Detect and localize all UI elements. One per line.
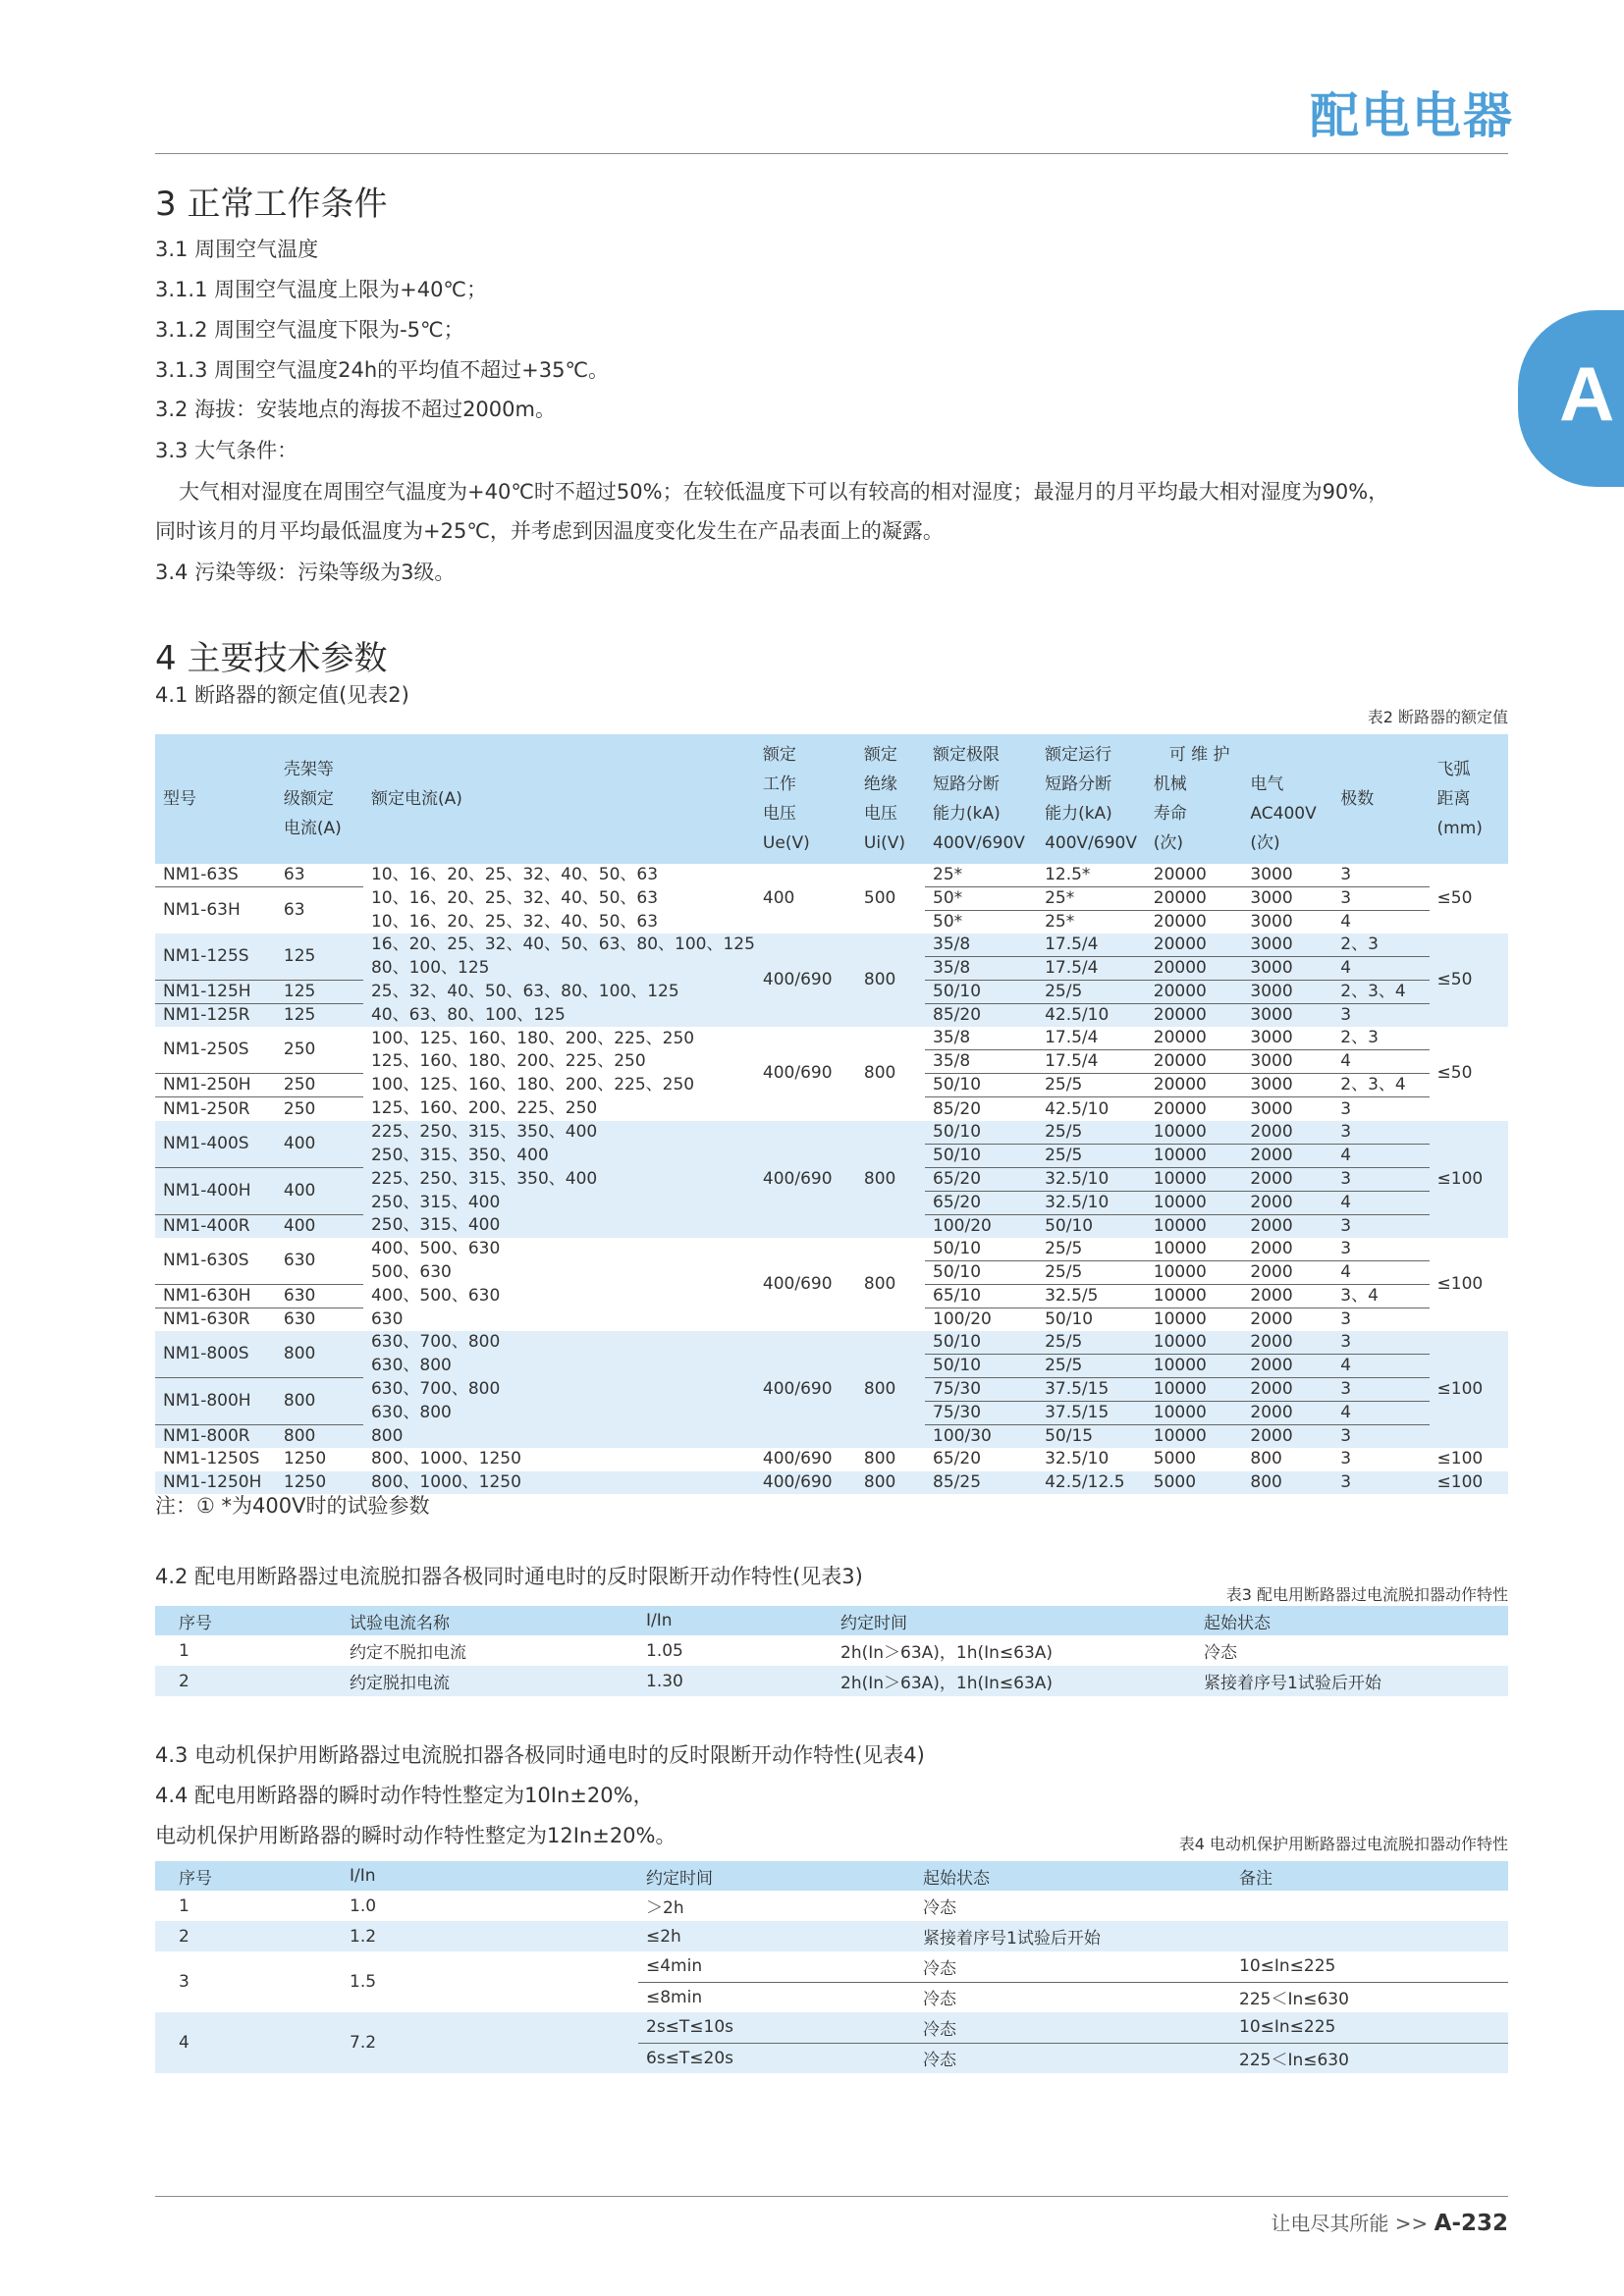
elec-cell: 3000: [1242, 981, 1332, 1004]
model-cell: NM1-250R: [163, 1098, 250, 1119]
ics-cell: 25/5: [1037, 1260, 1146, 1284]
current-cell: 250、315、400: [370, 1192, 501, 1212]
icu-cell: 35/8: [925, 957, 1037, 981]
p-cell: 4: [1332, 1355, 1429, 1378]
icu-cell: 75/30: [925, 1378, 1037, 1402]
ics-cell: 17.5/4: [1037, 934, 1146, 957]
col-frame: 壳架等 级额定 电流(A): [283, 760, 342, 838]
s3-line: 3.1.2 周围空气温度下限为-5℃；: [155, 318, 464, 342]
col-elec-life: 电气 AC400V (次): [1250, 774, 1317, 853]
trip-table-motor: [155, 1861, 1508, 2073]
arc-cell: ≤100: [1436, 1273, 1484, 1294]
mech-cell: 10000: [1146, 1144, 1243, 1167]
mech-cell: 10000: [1146, 1284, 1243, 1308]
elec-cell: 2000: [1242, 1378, 1332, 1402]
model-cell: NM1-1250H: [163, 1472, 262, 1493]
mech-cell: 20000: [1146, 981, 1243, 1004]
arc-cell: ≤100: [1436, 1379, 1484, 1400]
frame-cell: 630: [276, 1238, 363, 1285]
current-cell: 250、315、400: [370, 1215, 501, 1236]
table3-caption: 表3 配电用断路器过电流脱扣器动作特性: [1225, 1585, 1508, 1604]
section-tab-letter: A: [1559, 350, 1615, 437]
ics-cell: 25/5: [1037, 1355, 1146, 1378]
p-cell: 3: [1332, 1121, 1429, 1145]
col-mech-life: 可 维 护 机械 寿命 (次): [1153, 745, 1230, 853]
p-cell: 3、4: [1332, 1284, 1429, 1308]
model-cell: NM1-400H: [155, 1167, 276, 1214]
table4-caption: 表4 电动机保护用断路器过电流脱扣器动作特性: [1178, 1835, 1508, 1853]
ui-cell: 800: [863, 1379, 896, 1400]
arc-cell: ≤50: [1436, 888, 1473, 909]
ics-cell: 25*: [1045, 912, 1075, 933]
current-cell: 800、1000、1250: [370, 1472, 521, 1493]
table-row: 1 约定不脱扣电流 1.05 2h(In＞63A)，1h(In≤63A) 冷态: [179, 1640, 1237, 1663]
current-cell: 250、315、350、400: [370, 1145, 549, 1165]
p-cell: 2、3: [1332, 1027, 1429, 1050]
p-cell: 4: [1332, 1260, 1429, 1284]
frame-cell: 630: [283, 1308, 316, 1329]
mech-cell: 10000: [1153, 1215, 1207, 1236]
ui-cell: 500: [863, 888, 896, 909]
current-cell: 125、160、200、225、250: [370, 1098, 598, 1119]
icu-cell: 50/10: [925, 1144, 1037, 1167]
model-cell: NM1-250S: [155, 1027, 276, 1074]
p-cell: 2、3、4: [1332, 1074, 1429, 1097]
model-cell: NM1-125S: [155, 934, 276, 981]
current-cell: 630、700、800: [370, 1379, 501, 1400]
model-cell: NM1-630H: [155, 1284, 276, 1308]
mech-cell: 10000: [1146, 1191, 1243, 1214]
ics-cell: 25/5: [1037, 981, 1146, 1004]
model-cell: NM1-250H: [155, 1074, 276, 1097]
current-cell: 80、100、125: [370, 958, 490, 979]
ics-cell: 32.5/10: [1045, 1449, 1110, 1469]
t3-col-name: 试验电流名称: [350, 1613, 450, 1633]
p-cell: 3: [1340, 1449, 1352, 1469]
s43-heading: 4.3 电动机保护用断路器过电流脱扣器各极同时通电时的反时限断开动作特性(见表4): [155, 1743, 925, 1767]
trip-table-distribution: [155, 1606, 1508, 1696]
mech-cell: 5000: [1153, 1449, 1197, 1469]
icu-cell: 25*: [925, 864, 1037, 887]
ics-cell: 32.5/10: [1037, 1167, 1146, 1191]
current-cell: 10、16、20、25、32、40、50、63: [370, 888, 659, 909]
arc-cell: ≤50: [1436, 970, 1473, 990]
elec-cell: 3000: [1242, 887, 1332, 911]
s3-line: 3.2 海拔：安装地点的海拔不超过2000m。: [155, 398, 556, 421]
arc-cell: ≤100: [1436, 1449, 1484, 1469]
ics-cell: 25/5: [1037, 1331, 1146, 1355]
section4-title: 4 主要技术参数: [155, 639, 388, 678]
elec-cell: 3000: [1242, 864, 1332, 887]
current-cell: 400、500、630: [370, 1239, 501, 1259]
ics-cell: 37.5/15: [1037, 1378, 1146, 1402]
p-cell: 2、3: [1332, 934, 1429, 957]
table-row: [155, 864, 1508, 887]
current-cell: 100、125、160、180、200、225、250: [370, 1075, 695, 1095]
elec-cell: 2000: [1242, 1238, 1332, 1261]
model-cell: NM1-630S: [155, 1238, 276, 1285]
icu-cell: 85/20: [933, 1005, 982, 1026]
t3-col-ratio: I/In: [646, 1611, 673, 1630]
t3-col-no: 序号: [179, 1613, 212, 1633]
ics-cell: 42.5/10: [1045, 1005, 1110, 1026]
frame-cell: 250: [276, 1027, 363, 1074]
table-row: [155, 934, 1508, 957]
table-row: 1 1.0 ＞2h 冷态: [179, 1896, 956, 1918]
mech-cell: 20000: [1146, 934, 1243, 957]
table2-note: 注：① *为400V时的试验参数: [155, 1494, 430, 1518]
page-header-title: 配电电器: [1310, 87, 1514, 144]
mech-cell: 5000: [1153, 1472, 1197, 1493]
frame-cell: 400: [276, 1167, 363, 1214]
elec-cell: 2000: [1242, 1355, 1332, 1378]
p-cell: 3: [1332, 1331, 1429, 1355]
model-cell: NM1-63H: [163, 900, 241, 921]
ics-cell: 25/5: [1037, 1121, 1146, 1145]
p-cell: 3: [1340, 1426, 1352, 1447]
icu-cell: 35/8: [925, 1050, 1037, 1074]
model-cell: NM1-400S: [155, 1121, 276, 1168]
elec-cell: 3000: [1250, 912, 1293, 933]
ui-cell: 800: [863, 1063, 896, 1084]
s3-line: 3.1 周围空气温度: [155, 238, 319, 261]
s41-heading: 4.1 断路器的额定值(见表2): [155, 683, 409, 707]
ics-cell: 25/5: [1037, 1144, 1146, 1167]
elec-cell: 2000: [1242, 1121, 1332, 1145]
ics-cell: 17.5/4: [1037, 957, 1146, 981]
mech-cell: 20000: [1146, 864, 1243, 887]
icu-cell: 50*: [925, 887, 1037, 911]
col-ics: 额定运行 短路分断 能力(kA) 400V/690V: [1045, 745, 1137, 853]
frame-cell: 1250: [283, 1449, 327, 1469]
arc-cell: ≤100: [1436, 1168, 1484, 1189]
elec-cell: 2000: [1250, 1215, 1293, 1236]
icu-cell: 65/20: [933, 1449, 982, 1469]
ui-cell: 800: [863, 1273, 896, 1294]
t4-col-time: 约定时间: [646, 1868, 713, 1889]
model-cell: NM1-800R: [163, 1426, 250, 1447]
ics-cell: 17.5/4: [1037, 1027, 1146, 1050]
mech-cell: 10000: [1146, 1167, 1243, 1191]
elec-cell: 3000: [1242, 1027, 1332, 1050]
frame-cell: 800: [276, 1331, 363, 1378]
icu-cell: 85/25: [933, 1472, 982, 1493]
mech-cell: 20000: [1146, 1050, 1243, 1074]
ics-cell: 17.5/4: [1037, 1050, 1146, 1074]
t4-col-remark: 备注: [1239, 1868, 1272, 1889]
s3-line: 3.3 大气条件：: [155, 439, 298, 462]
mech-cell: 20000: [1146, 957, 1243, 981]
col-model: 型号: [163, 789, 196, 809]
current-cell: 125、160、180、200、225、250: [370, 1051, 646, 1072]
icu-cell: 50/10: [925, 1074, 1037, 1097]
current-cell: 225、250、315、350、400: [370, 1121, 598, 1142]
ics-cell: 50/10: [1045, 1215, 1094, 1236]
s3-line: 3.1.3 周围空气温度24h的平均值不超过+35℃。: [155, 358, 610, 382]
page-footer: [1271, 2208, 1508, 2236]
frame-cell: 63: [283, 900, 305, 921]
elec-cell: 3000: [1250, 1005, 1293, 1026]
footer-slogan: 让电尽其所能 >>: [1271, 2212, 1429, 2235]
ui-cell: 800: [863, 1449, 896, 1469]
current-cell: 630、800: [370, 1356, 452, 1376]
ics-cell: 12.5*: [1037, 864, 1146, 887]
s3-line: 3.1.1 周围空气温度上限为+40℃；: [155, 278, 488, 301]
icu-cell: 100/20: [933, 1215, 992, 1236]
ui-cell: 800: [863, 1168, 896, 1189]
elec-cell: 800: [1250, 1472, 1282, 1493]
elec-cell: 2000: [1242, 1144, 1332, 1167]
s44-line2: 电动机保护用断路器的瞬时动作特性整定为12In±20%。: [155, 1824, 677, 1847]
ui-cell: 800: [863, 970, 896, 990]
frame-cell: 125: [283, 1005, 316, 1026]
p-cell: 3: [1332, 1378, 1429, 1402]
table3-header-row: [155, 1606, 1508, 1635]
p-cell: 3: [1340, 1005, 1352, 1026]
elec-cell: 3000: [1242, 957, 1332, 981]
ics-cell: 37.5/15: [1037, 1402, 1146, 1425]
header-divider: [155, 153, 1508, 154]
icu-cell: 50/10: [925, 981, 1037, 1004]
elec-cell: 800: [1250, 1449, 1282, 1469]
frame-cell: 800: [283, 1426, 316, 1447]
table-row: [155, 1448, 1508, 1471]
elec-cell: 2000: [1242, 1260, 1332, 1284]
table2-caption: 表2 断路器的额定值: [1367, 708, 1508, 726]
elec-cell: 3000: [1242, 1050, 1332, 1074]
icu-cell: 35/8: [925, 934, 1037, 957]
frame-cell: 400: [276, 1121, 363, 1168]
icu-cell: 75/30: [925, 1402, 1037, 1425]
ui-cell: 800: [863, 1472, 896, 1493]
col-rated-current: 额定电流(A): [370, 789, 462, 809]
frame-cell: 1250: [283, 1472, 327, 1493]
mech-cell: 10000: [1146, 1355, 1243, 1378]
icu-cell: 50/10: [925, 1355, 1037, 1378]
table-row: 2 1.2 ≤2h 紧接着序号1试验后开始: [155, 1921, 1508, 1951]
p-cell: 3: [1340, 1098, 1352, 1119]
model-cell: NM1-630R: [163, 1308, 250, 1329]
section-tab: [1518, 310, 1624, 487]
current-cell: 16、20、25、32、40、50、63、80、100、125: [370, 934, 755, 955]
p-cell: 3: [1332, 887, 1429, 911]
rating-table: [155, 734, 1508, 1494]
elec-cell: 2000: [1242, 1284, 1332, 1308]
current-cell: 630: [370, 1308, 404, 1329]
icu-cell: 50/10: [925, 1238, 1037, 1261]
ics-cell: 50/10: [1045, 1308, 1094, 1329]
model-cell: NM1-125R: [163, 1005, 250, 1026]
elec-cell: 3000: [1250, 1098, 1293, 1119]
s3-line: 大气相对湿度在周围空气温度为+40℃时不超过50%；在较低温度下可以有较高的相对湿度；最湿月的月平均最大相对湿度为90%，: [179, 480, 1389, 504]
current-cell: 40、63、80、100、125: [370, 1005, 566, 1026]
section3-title: 3 正常工作条件: [155, 185, 388, 224]
mech-cell: 10000: [1146, 1260, 1243, 1284]
col-ui: 额定 绝缘 电压 Ui(V): [863, 745, 905, 853]
current-cell: 630、800: [370, 1403, 452, 1423]
elec-cell: 2000: [1242, 1402, 1332, 1425]
icu-cell: 50/10: [925, 1121, 1037, 1145]
p-cell: 3: [1340, 1472, 1352, 1493]
p-cell: 3: [1340, 1215, 1352, 1236]
elec-cell: 3000: [1242, 1074, 1332, 1097]
s3-line: 同时该月的月平均最低温度为+25℃，并考虑到因温度变化发生在产品表面上的凝露。: [155, 519, 944, 543]
ics-cell: 50/15: [1045, 1426, 1094, 1447]
p-cell: 4: [1332, 957, 1429, 981]
p-cell: 2、3、4: [1332, 981, 1429, 1004]
table-row: 4 7.2 2s≤T≤10s 冷态 10≤In≤225: [155, 2012, 1508, 2043]
col-poles: 极数: [1340, 789, 1375, 809]
s44-line1: 4.4 配电用断路器的瞬时动作特性整定为10In±20%，: [155, 1784, 654, 1807]
current-cell: 25、32、40、50、63、80、100、125: [370, 982, 679, 1002]
ics-cell: 42.5/10: [1045, 1098, 1110, 1119]
mech-cell: 20000: [1153, 1098, 1207, 1119]
t4-col-no: 序号: [179, 1868, 212, 1889]
t4-col-state: 起始状态: [923, 1868, 990, 1889]
table2-header-row: [155, 734, 1508, 864]
table4-header-row: [155, 1861, 1508, 1891]
model-cell: NM1-63S: [155, 864, 276, 887]
current-cell: 400、500、630: [370, 1285, 501, 1306]
icu-cell: 100/20: [933, 1308, 992, 1329]
model-cell: NM1-800S: [155, 1331, 276, 1378]
mech-cell: 10000: [1146, 1238, 1243, 1261]
current-cell: 500、630: [370, 1261, 452, 1282]
table-row: [155, 1121, 1508, 1145]
ue-cell: 400/690: [762, 1449, 833, 1469]
footer-divider: [155, 2196, 1508, 2197]
icu-cell: 85/20: [933, 1098, 982, 1119]
col-arc: 飞弧 距离 (mm): [1436, 760, 1483, 838]
frame-cell: 630: [276, 1284, 363, 1308]
table-row: 2 约定脱扣电流 1.30 2h(In＞63A)，1h(In≤63A) 紧接着序号1试验后开始: [155, 1666, 1508, 1696]
model-cell: NM1-125H: [155, 981, 276, 1004]
table-row: ≤8min 冷态 225＜In≤630: [646, 1987, 1349, 2010]
p-cell: 3: [1332, 864, 1429, 887]
ue-cell: 400/690: [762, 1063, 833, 1084]
page-number: A-232: [1434, 2211, 1508, 2236]
current-cell: 800、1000、1250: [370, 1449, 521, 1469]
ue-cell: 400/690: [762, 1168, 833, 1189]
mech-cell: 10000: [1153, 1426, 1207, 1447]
icu-cell: 35/8: [925, 1027, 1037, 1050]
ics-cell: 25*: [1037, 887, 1146, 911]
ue-cell: 400/690: [762, 1273, 833, 1294]
frame-cell: 800: [276, 1378, 363, 1425]
icu-cell: 65/20: [925, 1191, 1037, 1214]
ue-cell: 400: [762, 888, 795, 909]
mech-cell: 10000: [1146, 1331, 1243, 1355]
mech-cell: 10000: [1146, 1402, 1243, 1425]
table-row: 6s≤T≤20s 冷态 225＜In≤630: [155, 2043, 1508, 2073]
table-row: 3 1.5 ≤4min 冷态 10≤In≤225: [155, 1951, 1508, 1982]
mech-cell: 20000: [1153, 912, 1207, 933]
p-cell: 4: [1332, 1402, 1429, 1425]
ics-cell: 25/5: [1037, 1238, 1146, 1261]
s42-heading: 4.2 配电用断路器过电流脱扣器各极同时通电时的反时限断开动作特性(见表3): [155, 1565, 863, 1588]
arc-cell: ≤50: [1436, 1063, 1473, 1084]
mech-cell: 10000: [1146, 1121, 1243, 1145]
col-icu: 额定极限 短路分断 能力(kA) 400V/690V: [933, 745, 1025, 853]
elec-cell: 2000: [1242, 1191, 1332, 1214]
current-cell: 225、250、315、350、400: [370, 1168, 598, 1189]
mech-cell: 20000: [1146, 887, 1243, 911]
p-cell: 3: [1332, 1238, 1429, 1261]
col-ue: 额定 工作 电压 Ue(V): [762, 745, 810, 853]
mech-cell: 20000: [1146, 1027, 1243, 1050]
elec-cell: 2000: [1250, 1426, 1293, 1447]
frame-cell: 250: [283, 1098, 316, 1119]
table-row: [155, 1027, 1508, 1050]
icu-cell: 50*: [933, 912, 963, 933]
p-cell: 3: [1340, 1308, 1352, 1329]
ics-cell: 32.5/5: [1037, 1284, 1146, 1308]
current-cell: 10、16、20、25、32、40、50、63: [370, 865, 659, 885]
ics-cell: 42.5/12.5: [1045, 1472, 1125, 1493]
current-cell: 10、16、20、25、32、40、50、63: [370, 911, 659, 932]
mech-cell: 10000: [1146, 1378, 1243, 1402]
s3-line: 3.4 污染等级：污染等级为3级。: [155, 561, 456, 584]
current-cell: 800: [370, 1425, 404, 1446]
ics-cell: 32.5/10: [1037, 1191, 1146, 1214]
ue-cell: 400/690: [762, 1472, 833, 1493]
table-row: [155, 1331, 1508, 1355]
frame-cell: 125: [276, 981, 363, 1004]
elec-cell: 3000: [1242, 934, 1332, 957]
frame-cell: 63: [276, 864, 363, 887]
current-cell: 100、125、160、180、200、225、250: [370, 1028, 695, 1048]
mech-cell: 20000: [1153, 1005, 1207, 1026]
elec-cell: 2000: [1242, 1167, 1332, 1191]
icu-cell: 65/10: [925, 1284, 1037, 1308]
mech-cell: 10000: [1153, 1308, 1207, 1329]
model-cell: NM1-400R: [163, 1215, 250, 1236]
icu-cell: 50/10: [925, 1260, 1037, 1284]
t4-col-ratio: I/In: [350, 1866, 376, 1886]
t3-col-time: 约定时间: [840, 1613, 907, 1633]
mech-cell: 20000: [1146, 1074, 1243, 1097]
p-cell: 4: [1332, 1191, 1429, 1214]
frame-cell: 400: [283, 1215, 316, 1236]
elec-cell: 2000: [1250, 1308, 1293, 1329]
model-cell: NM1-1250S: [163, 1449, 260, 1469]
icu-cell: 100/30: [933, 1426, 992, 1447]
ue-cell: 400/690: [762, 970, 833, 990]
table-row: [155, 1238, 1508, 1261]
icu-cell: 65/20: [925, 1167, 1037, 1191]
p-cell: 3: [1332, 1167, 1429, 1191]
elec-cell: 2000: [1242, 1331, 1332, 1355]
p-cell: 4: [1332, 1144, 1429, 1167]
p-cell: 4: [1332, 1050, 1429, 1074]
current-cell: 630、700、800: [370, 1332, 501, 1353]
t3-col-state: 起始状态: [1204, 1613, 1271, 1633]
frame-cell: 250: [276, 1074, 363, 1097]
icu-cell: 50/10: [925, 1331, 1037, 1355]
model-cell: NM1-800H: [155, 1378, 276, 1425]
frame-cell: 125: [276, 934, 363, 981]
ics-cell: 25/5: [1037, 1074, 1146, 1097]
arc-cell: ≤100: [1436, 1472, 1484, 1493]
p-cell: 4: [1340, 912, 1352, 933]
ue-cell: 400/690: [762, 1379, 833, 1400]
